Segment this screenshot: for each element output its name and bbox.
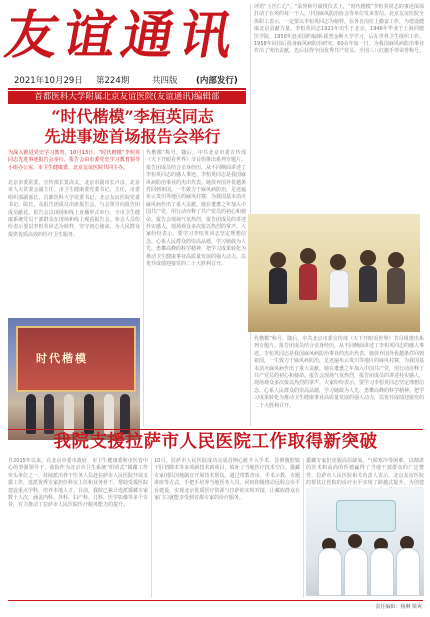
photo-person [26,394,36,434]
stage-backdrop [16,326,136,392]
photo-person [104,394,114,434]
photo-person-head [348,534,362,548]
photo-person [269,268,287,304]
footer-editor: 责任编辑：杨琳 梁爽 [375,604,422,610]
stage-text: 时代楷模 [36,352,88,365]
page-count: 共四版 [152,76,178,86]
masthead-title: 友谊通讯 [0,5,244,66]
photo-person-head [270,252,286,268]
column-rule [143,150,144,426]
photo-person-head [300,248,316,264]
photo-person [120,394,130,434]
headline-quote: “时代楷模”李桓英同志 [51,107,214,126]
photo-person [84,394,94,434]
photo-person-head [330,254,346,270]
footer-rule [8,600,423,601]
column-rule [303,458,304,598]
masthead-rule [8,88,246,90]
photo-person [396,548,420,596]
article2-col1: 自2015年以来，在北京市委市政府、市卫生健康委和市医管中心的坚强领导下，我院作为北京市卫生系统“组团式”援藏工作牵头单位之一，持续派出骨干医务人员赴拉萨市人民医院开展支援工作，选派优秀专家担任科室主任和业务骨干，帮助受援医院建设重点学科，培养本地人才。目前，我院已累计选派援藏专家数十人次，涵盖内科、外科、妇产科、儿科、医学影像等多个专业，有力推动了拉萨市人民医院医疗服务能力的提升。 [8,458,149,509]
photo-person-head [388,252,404,268]
photo-doctors [306,488,424,596]
article2-title: 我院支援拉萨市人民医院工作取得新突破 [53,432,378,452]
photo-person [370,548,394,596]
photo-person [344,548,368,596]
column-rule [151,458,152,598]
photo-person [329,270,349,308]
photo-person [299,264,317,300]
photo-person-head [360,250,376,266]
article1-col1: 北京市委常委、宣传部长莫高义，北京市副市长卢彦，北京市人大常委会副主任、市卫生健康委党委书记、主任，市委组织部副部长，首都医科大学党委书记，北京友谊医院党委书记、院长，及报告团成员出席报告会。与会领导向报告团成员献花。报告会以现场和线上直播形式举行，全市卫生健康系统党员干部群众在现场和线上观看报告会。参会人员纷纷表示要以李桓英同志为榜样，坚守初心使命，为人民群众提供优质高效的医疗卫生服务。 [8,180,140,238]
article2-col3: 援藏专家们克服高原缺氧、气候寒冷等困难，以精湛的医术和高尚的医德赢得了当地干部群众的广泛赞誉。拉萨市人民医院相关负责人表示，北京友谊医院的帮扶让医院的诊疗水平实现了跨越式提升，为创建 [306,458,424,487]
issue-number: 第224期 [96,76,130,86]
photo-person [359,266,377,302]
photo-person [44,394,54,434]
internal-note: (内部发行) [196,76,238,86]
issue-date: 2021年10月29日 [14,76,83,86]
photo-report-meeting [8,318,140,440]
photo-person [387,268,405,304]
hospital-sign [336,500,396,532]
article1-col2: 代楷模”称号。随后，中共北京市委宣传部《天下开眼看世界》节目组推出系列专题片。报告团成员结合亲身经历，从不同侧面讲述了李桓英同志的感人事迹。李桓英同志是我国麻风病防治事业的杰出代表。她放弃国外优越条件回到祖国，一生致力于麻风病防治，足迹遍布云贵川等地区的麻风村寨，为我国基本消灭麻风病作出了重大贡献。她在耄耋之年加入中国共产党，用行动诠释了共产党员的初心和使命。报告会现场气氛热烈，报告团成员的讲述朴实感人，现场观众多次报以热烈的掌声。大家纷纷表示，要学习李桓英同志坚定理想信念、心系人民群众的崇高品德，学习她敢为人先、勇攀高峰的科学精神，把学习成果转化为推动卫生健康事业高质量发展的强大动力，以优异成绩迎接党的二十大胜利召开。 [146,150,247,268]
article2-col2: 10月，拉萨市人民医院成功完成首例心脏介入手术、首例腹腔镜下肝切除术等多项新技术新项目，填补了当地医疗技术空白。援藏专家团队因地制宜开展技术帮扶，通过带教查房、手术示教、专题讲座等方式，手把手培养当地医务人员。同时积极推动远程会诊平台建设，实现北京优质医疗资源与拉萨的实时对接，让藏族群众在家门口就能享受到首都专家的诊疗服务。 [154,458,300,502]
photo-group [248,214,420,332]
headline-main: 先进事迹首场报告会举行 [44,127,221,146]
article1-lead: 为深入推进党史学习教育，10月13日，“时代楷模”李桓英同志先进事迹报告会举行。报告会由市委党史学习教育领导小组办公室、市卫生健康委、北京友谊医院共同主办。 [8,150,140,171]
photo-person [64,394,74,434]
article1-col3-top: 评语“上医仁心”。“荣誉称号颁授仪式上，“时代楷模”李桓英同志的事迹深深打动了在场的每一个人。中国麻风防治协会等单位发来贺信。北京友谊医院全体职工表示，一定要以李桓英同志为榜样，在各自岗位上勤奋工作，为建设健康北京贡献力量。李桓英同志1921年出生于北京，1946年毕业于上海同德医学院，1950年赴美国约翰斯·霍普金斯大学学习，后在世界卫生组织工作。1958年回国后投身麻风病防治研究，60余年如一日，为我国麻风病防治事业作出了突出贡献，先后获得全国优秀共产党员、全国三八红旗手等荣誉称号。 [254,4,425,55]
sponsor-bar: 首都医科大学附属北京友谊医院(友谊通讯)编辑部 [8,91,246,104]
article1-col3-bottom: 代楷模”称号。随后，中共北京市委宣传部《天下开眼看世界》节目组推出系列专题片。报告团成员结合亲身经历，从不同侧面讲述了李桓英同志的感人事迹。李桓英同志是我国麻风病防治事业的杰出代表。她放弃国外优越条件回到祖国，一生致力于麻风病防治，足迹遍布云贵川等地区的麻风村寨，为我国基本消灭麻风病作出了重大贡献。她在耄耋之年加入中国共产党，用行动诠释了共产党员的初心和使命。报告会现场气氛热烈，报告团成员的讲述朴实感人，现场观众多次报以热烈的掌声。大家纷纷表示，要学习李桓英同志坚定理想信念、心系人民群众的崇高品德，学习她敢为人先、勇攀高峰的科学精神，把学习成果转化为推动卫生健康事业高质量发展的强大动力，以优异成绩迎接党的二十大胜利召开。 [254,336,425,409]
photo-person [318,548,342,596]
